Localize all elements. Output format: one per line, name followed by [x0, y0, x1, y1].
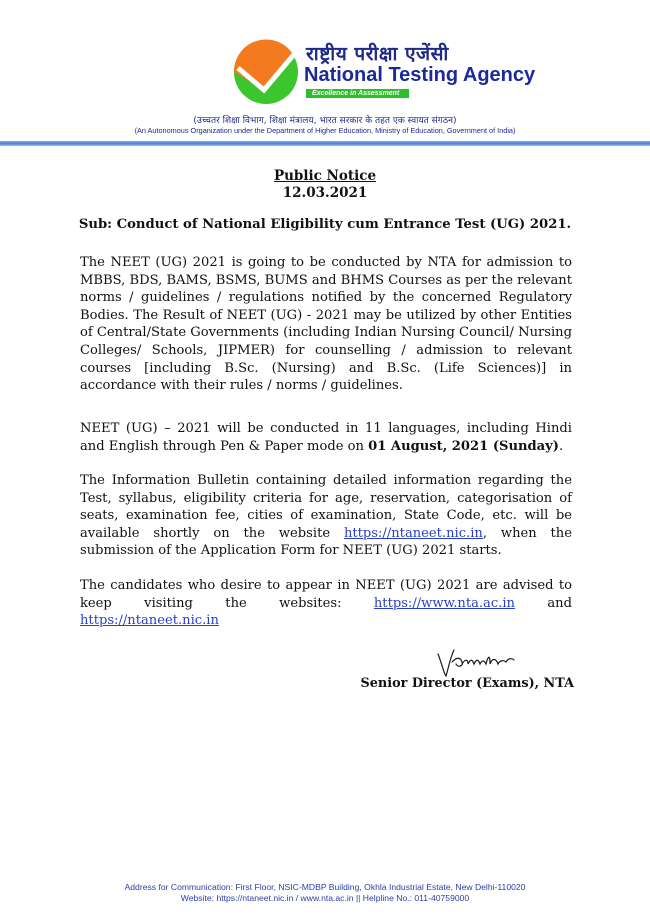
- subtitle-english: (An Autonomous Organization under the Department of Higher Education, Ministry of Education, Government of India): [134, 126, 516, 135]
- nta-logo: [232, 38, 552, 110]
- text: NEET (UG) – 2021 will be conducted in 11 languages, including Hindi and English through Pen & Paper mode on: [80, 421, 572, 454]
- footer: [0, 882, 650, 903]
- footer-contact: Website: https://ntaneet.nic.in / www.nta.ac.in || Helpline No.: 011-40759000: [180, 892, 470, 903]
- signature-icon: [432, 644, 522, 678]
- paragraph-eligibility: The NEET (UG) 2021 is going to be conducted by NTA for admission to MBBS, BDS, BAMS, BSMS, BUMS and BHMS Courses as per the relevant norms / guidelines / regulations notified by the concerned Regulatory Bodies. The Result of NEET (UG) - 2021 may be utilized by other Entities of Central/State Governments (including Indian Nursing Council/ Nursing Colleges/ Schools, JIPMER) for counselling / admission to relevant courses [including B.Sc. (Nursing) and B.Sc. (Life Sciences)] in accordance with their rules / norms / guidelines.: [80, 255, 572, 394]
- ntaneet-website-link[interactable]: https://ntaneet.nic.in: [80, 613, 219, 629]
- text: .: [558, 438, 564, 454]
- subtitle-hindi: (उच्चतर शिक्षा विभाग, शिक्षा मंत्रालय, भारत सरकार के तहत एक स्वायत संगठन): [193, 116, 457, 126]
- text: , when the submission of the Application Form for NEET (UG) 2021 starts.: [80, 525, 572, 559]
- letterhead: [0, 0, 650, 150]
- notice-title: Public Notice: [273, 168, 377, 184]
- paragraph-information-bulletin: [80, 472, 572, 560]
- org-name-english: National Testing Agency: [304, 64, 536, 86]
- paragraph-exam-date: [80, 420, 572, 455]
- tagline: Excellence in Assessment: [306, 89, 409, 98]
- text: The Information Bulletin containing detailed information regarding the Test, syllabus, eligibility criteria for age, reservation, categorisation of seats, examination fee, cities of examination, State Code, etc. will be available shortly on the website: [80, 473, 572, 541]
- text: and: [514, 595, 572, 611]
- exam-date: 01 August, 2021 (Sunday): [368, 438, 559, 454]
- ntaneet-link[interactable]: https://ntaneet.nic.in: [343, 525, 483, 541]
- paragraph-websites: [80, 577, 572, 630]
- signatory: Senior Director (Exams), NTA: [360, 676, 574, 691]
- nta-checkmark-logo-icon: [232, 38, 300, 106]
- footer-address: Address for Communication: First Floor, NSIC-MDBP Building, Okhla Industrial Estate, New Delhi-110020: [124, 882, 526, 892]
- text: The candidates who desire to appear in NEET (UG) 2021 are advised to keep visiting the websites:: [80, 578, 572, 611]
- header-divider: [0, 141, 650, 146]
- nta-website-link[interactable]: https://www.nta.ac.in: [373, 595, 515, 611]
- notice-date: 12.03.2021: [282, 185, 368, 201]
- notice-subject: Sub: Conduct of National Eligibility cum Entrance Test (UG) 2021.: [78, 217, 572, 232]
- org-name-hindi: राष्ट्रीय परीक्षा एजेंसी: [306, 43, 449, 65]
